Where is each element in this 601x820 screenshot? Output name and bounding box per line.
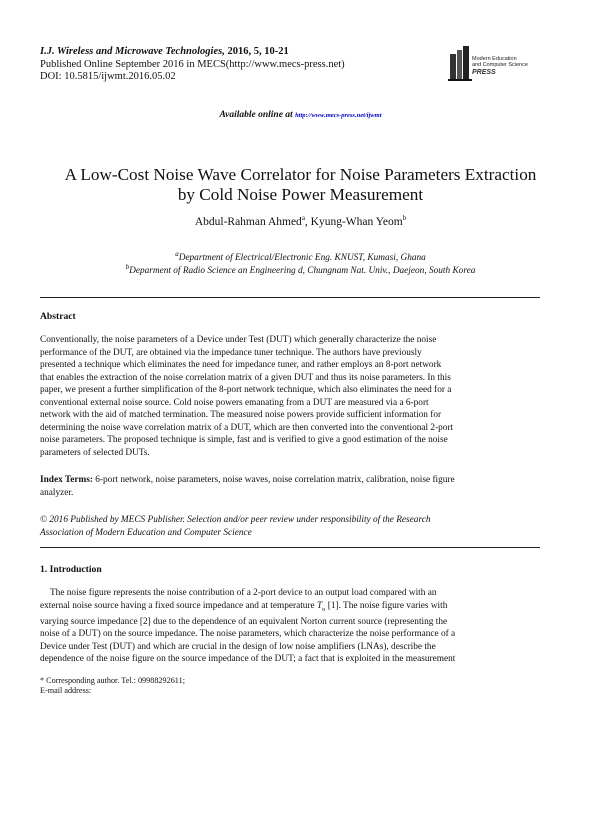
paper-title: [30, 165, 571, 205]
affiliation-a: $^a$Department of Electrical/Electronic Eng. KNUST, Kumasi, Ghana: [175, 250, 426, 264]
author-1: Abdul-Rahman Ahmed: [194, 215, 302, 228]
logo-press: PRESS: [472, 69, 496, 76]
journal-header: [40, 46, 345, 84]
title-line-1: A Low-Cost Noise Wave Correlator for Noise Parameters Extraction: [64, 165, 537, 184]
footnote: * Corresponding author. Tel.: 09988292611; E-mail address:: [40, 676, 185, 695]
author-list: Abdul-Rahman Ahmed$^a$, Kyung-Whan Yeom$^b$: [194, 214, 407, 228]
book-stack-icon: [448, 44, 472, 82]
author-2: , Kyung-Whan Yeom: [304, 215, 403, 228]
copyright-notice: © 2016 Published by MECS Publisher. Selection and/or peer review under responsibility of the Research Association of Modern Education and Computer Science: [40, 515, 431, 538]
section-heading: 1. Introduction: [40, 564, 102, 575]
affiliation-b: $^b$Deparment of Radio Science an Engineering d, Chungnam Nat. Univ., Daejeon, South Korea: [125, 263, 476, 277]
index-terms-label: Index Terms:: [40, 475, 93, 485]
logo-line-2: and Computer Science: [472, 62, 528, 68]
intro-body: The noise figure represents the noise contribution of a 2-port device to an output load compared with an external noise source having a fixed source impedance and at temperature $T_o$ [1]. The noise figure varies with varying source impedance [2] due to the dependence of an equivalent Norton current source (representing the noise of a DUT) on the source impedance. The noise parameters, which characterize the noise performance of a Device under Test (DUT) and which are crucial in the design of low noise amplifiers (LNAs), describe the dependence of the noise figure on the source impedance of the DUT; a fact that is exploited in the measurement: [40, 588, 456, 665]
available-online: [0, 110, 601, 120]
publisher-logo: [448, 44, 558, 90]
index-terms: Index Terms: 6-port network, noise parameters, noise waves, noise correlation matrix, calibration, noise figure analyzer.: [40, 475, 455, 498]
published-line: Published Online September 2016 in MECS(http://www.mecs-press.net): [40, 58, 345, 70]
divider: [40, 297, 540, 298]
divider: [40, 547, 540, 548]
journal-title: I.J. Wireless and Microwave Technologies, 2016, 5, 10-21: [40, 46, 289, 57]
abstract-body: Conventionally, the noise parameters of a Device under Test (DUT) which generally characterize the noise performance of the DUT, are obtained via the impedance tuner technique. The authors have previously presented a technique which eliminates the need for impedance tuner, and rather employs an 8-port network that enables the extraction of the noise correlation matrix of a given DUT and thus its noise parameters. In this paper, we present a further simplification of the 8-port network technique, which also eliminates the need for a conventional external noise source. Cold noise powers emanating from a DUT are measured via a 6-port network with the aid of matched termination. The measured noise powers provide sufficient information for determining the noise wave correlation matrix of a DUT, which are then converted into the conventional 2-port noise parameters. The proposed technique is simple, fast and is verified to give a good estimation of the noise parameters of selected DUTs.: [40, 335, 454, 458]
available-label: Available online at: [219, 110, 296, 120]
abstract-heading: Abstract: [40, 311, 76, 322]
doi-line: DOI: 10.5815/ijwmt.2016.05.02: [40, 71, 176, 82]
journal-url-link[interactable]: http://www.mecs-press.net/ijwmt: [295, 112, 382, 119]
logo-line-1: Modern Education: [472, 56, 517, 62]
title-line-2: by Cold Noise Power Measurement: [177, 185, 424, 204]
